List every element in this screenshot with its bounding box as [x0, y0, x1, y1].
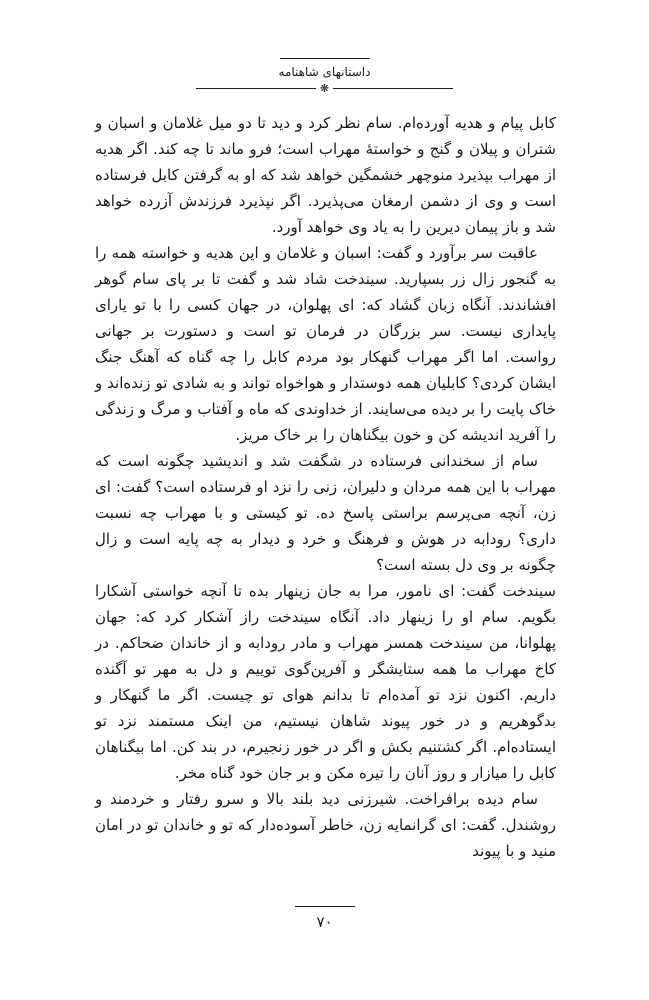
paragraph-2: عاقبت سر برآورد و گفت: اسبان و غلامان و این هدیه و خواسته همه را به گنجور زال زر بسپارید. سیندخت شاد شد و گفت تا بر پای سام گوهر افشاندند. آنگاه زبان گشاد که: ای پهلوان، در جهان کسی را با تو یارای پایداری نیست. سر بزرگان در فرمان تو است و دستورت بر جهانی رواست. اما اگر مهراب گنهکار بود مردم کابل را چه گناه که آهنگ جنگ ایشان کردی؟ کابلیان همه دوستدار و هواخواه تواند و به شادی تو زنده‌اند و خاک پایت را بر دیده می‌سایند. از خداوندی که ماه و آفتاب و مرگ و زندگی را آفرید اندیشه کن و خون بیگناهان را بر خاک مریز. — [95, 244, 556, 444]
page-number: ۷۰ — [316, 913, 333, 931]
paragraph-4: سیندخت گفت: ای نامور، مرا به جان زینهار بده تا آنچه خواستی آشکارا بگویم. سام او را زینهار داد. آنگاه سیندخت راز آشکار کرد که: جهان پهلوانا، من سیندخت همسر مهراب و مادر رودابه و از خاندان ضحاکم. در کاخ مهراب ما همه ستایشگر و آفرین‌گوی توییم و دل به مهر تو آگنده داریم. اکنون نزد تو آمده‌ام تا بدانم هوای تو چیست. اگر ما گنهکار و بدگوهریم و در خور پیوند شاهان نیستیم، من اینک مستمند نزد تو ایستاده‌ام. اگر کشتنیم بکش و اگر در خور زنجیرم، در بند کن. اما بیگناهان کابل را میازار و روز آنان را تیره مکن و بر جان خود گناه مخر. — [95, 582, 556, 782]
running-title: داستانهای شاهنامه — [278, 65, 371, 79]
header-rule — [280, 58, 370, 59]
page-body — [95, 110, 556, 864]
running-header — [0, 58, 649, 94]
paragraph-1: کابل پیام و هدیه آورده‌ام. سام نظر کرد و دید تا دو میل غلامان و اسبان و شتران و پیلان و گنج و خواستهٔ مهراب است؛ فرو ماند تا چه کند. اگر هدیه از مهراب بپذیرد منوچهر خشمگین خواهد شد که او به گرفتن کابل فرستاده است و وی از دشمن ارمغان می‌پذیرد. اگر نپذیرد فرزندش آزرده خواهد شد و باز پیمان دیرین را به یاد وی خواهد آورد. — [95, 114, 556, 236]
ornament-line-left — [196, 88, 316, 89]
paragraph-3: سام از سخندانی فرستاده در شگفت شد و اندیشید چگونه است که مهراب با این همه مردان و دلیران، زنی را نزد او فرستاده است؟ گفت: ای زن، آنچه می‌پرسم براستی پاسخ ده. تو کیستی و با مهراب چه نسبت داری؟ رودابه در هوش و فرهنگ و خرد و دیدار به چه پایه است و زال چگونه بر وی دل بسته است؟ — [95, 452, 556, 574]
flower-ornament-icon: ❋ — [319, 82, 330, 95]
paragraph-5: سام دیده برافراخت. شیرزنی دید بلند بالا و سرو رفتار و خردمند و روشندل. گفت: ای گرانمایه زن، خاطر آسوده‌دار که تو و خاندان تو در امان منید و با پیوند — [95, 790, 556, 860]
header-ornament-row — [0, 83, 649, 94]
ornament-line-right — [333, 88, 453, 89]
footer-rule — [295, 906, 355, 907]
page-footer — [0, 906, 649, 931]
